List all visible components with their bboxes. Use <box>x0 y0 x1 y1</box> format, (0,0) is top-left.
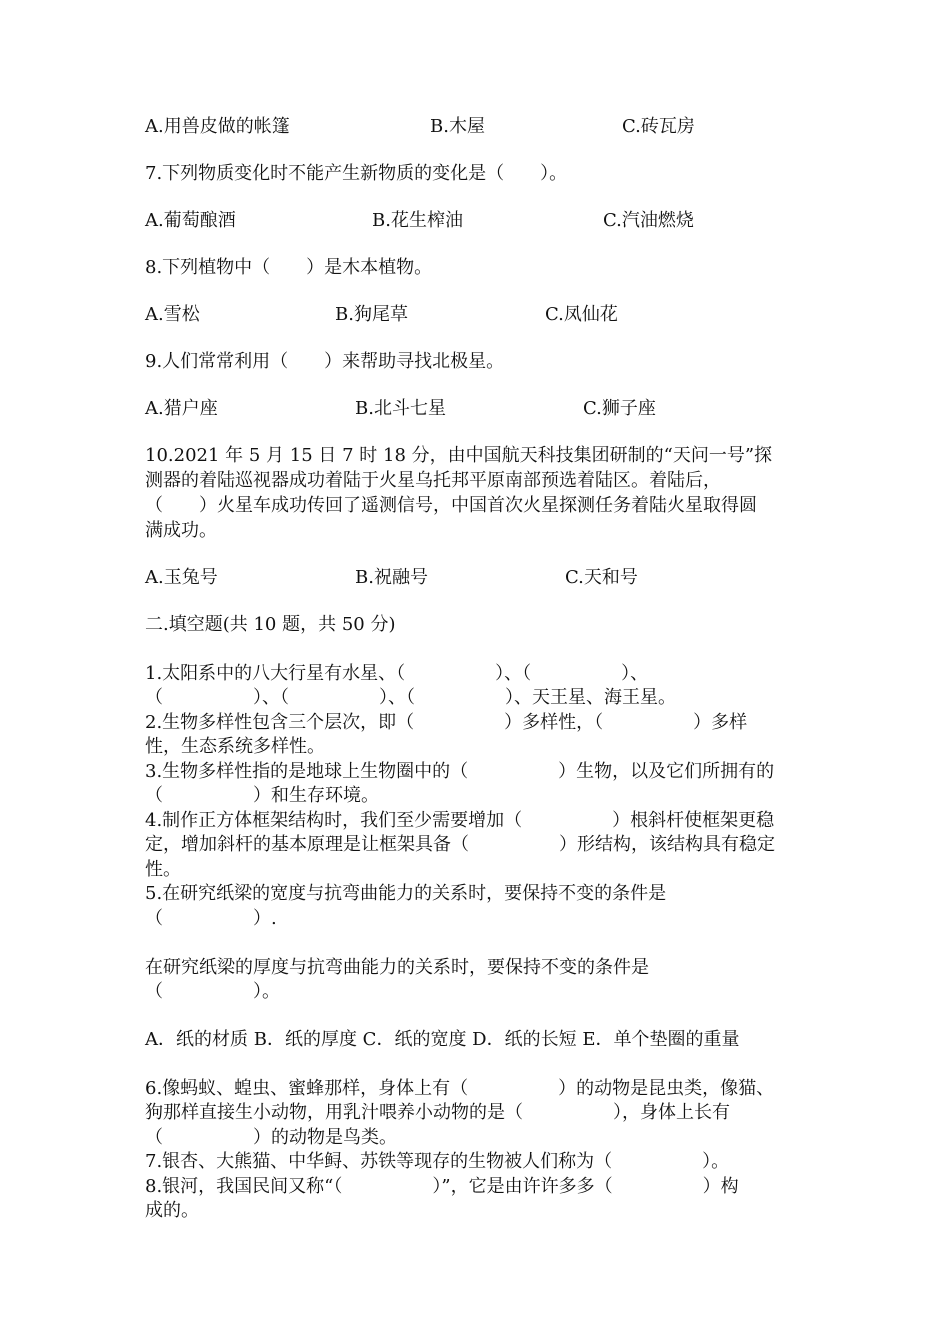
q9-option-a: A.猎户座 <box>145 398 218 419</box>
q8-option-b: B.狗尾草 <box>335 304 408 325</box>
q10-line-1: 10.2021 年 5 月 15 日 7 时 18 分，由中国航天科技集团研制的“天问一号”探 <box>145 445 773 466</box>
fill5-options: A．纸的材质 B．纸的厚度 C．纸的宽度 D．纸的长短 E．单个垫圈的重量 <box>145 1029 740 1050</box>
fill1-line-1: 1.太阳系中的八大行星有水星、（ ）、（ ）、 <box>145 663 649 684</box>
fill6-line-1: 6.像蚂蚁、蝗虫、蜜蜂那样，身体上有（ ）的动物是昆虫类，像猫、 <box>145 1078 775 1099</box>
q7-option-b: B.花生榨油 <box>372 210 463 231</box>
fill5b-line-2: （ ）。 <box>145 981 280 1002</box>
fill4-line-2: 定，增加斜杆的基本原理是让框架具备（ ）形结构，该结构具有稳定 <box>145 834 775 855</box>
q10-option-c: C.天和号 <box>565 567 638 588</box>
q9-option-c: C.狮子座 <box>583 398 656 419</box>
fill6-line-2: 狗那样直接生小动物，用乳汁喂养小动物的是（ ），身体上长有 <box>145 1102 730 1123</box>
fill3-line-1: 3.生物多样性指的是地球上生物圈中的（ ）生物，以及它们所拥有的 <box>145 761 775 782</box>
q10-line-2: 测器的着陆巡视器成功着陆于火星乌托邦平原南部预选着陆区。着陆后， <box>145 470 721 491</box>
fill2-line-2: 性，生态系统多样性。 <box>145 736 325 757</box>
q10-line-4: 满成功。 <box>145 520 217 541</box>
q7-option-a: A.葡萄酿酒 <box>145 210 236 231</box>
fill4-line-3: 性。 <box>145 859 181 880</box>
q8-option-a: A.雪松 <box>145 304 200 325</box>
fill8-line-2: 成的。 <box>145 1200 199 1221</box>
fill1-line-2: （ ）、（ ）、（ ）、天王星、海王星。 <box>145 687 676 708</box>
fill5-line-2: （ ）. <box>145 908 277 929</box>
q10-line-3: （ ）火星车成功传回了遥测信号，中国首次火星探测任务着陆火星取得圆 <box>145 495 757 516</box>
section-title: 二.填空题(共 10 题，共 50 分) <box>145 614 396 635</box>
fill7-line-1: 7.银杏、大熊猫、中华鲟、苏铁等现存的生物被人们称为（ ）。 <box>145 1151 730 1172</box>
fill5-line-1: 5.在研究纸梁的宽度与抗弯曲能力的关系时，要保持不变的条件是 <box>145 883 667 904</box>
q6-option-a: A.用兽皮做的帐篷 <box>145 116 290 137</box>
fill3-line-2: （ ）和生存环境。 <box>145 785 379 806</box>
q10-option-b: B.祝融号 <box>355 567 428 588</box>
fill2-line-1: 2.生物多样性包含三个层次，即（ ）多样性，（ ）多样 <box>145 712 748 733</box>
q8-question: 8.下列植物中（ ）是木本植物。 <box>145 257 433 278</box>
q10-option-a: A.玉兔号 <box>145 567 218 588</box>
fill5b-line-1: 在研究纸梁的厚度与抗弯曲能力的关系时，要保持不变的条件是 <box>145 957 649 978</box>
q7-option-c: C.汽油燃烧 <box>603 210 694 231</box>
fill4-line-1: 4.制作正方体框架结构时，我们至少需要增加（ ）根斜杆使框架更稳 <box>145 810 775 831</box>
q9-question: 9.人们常常利用（ ）来帮助寻找北极星。 <box>145 351 505 372</box>
q6-option-b: B.木屋 <box>430 116 485 137</box>
fill6-line-3: （ ）的动物是鸟类。 <box>145 1127 397 1148</box>
q9-option-b: B.北斗七星 <box>355 398 446 419</box>
q6-option-c: C.砖瓦房 <box>622 116 695 137</box>
fill8-line-1: 8.银河，我国民间又称“（ ）”，它是由许许多多（ ）构 <box>145 1176 739 1197</box>
q7-question: 7.下列物质变化时不能产生新物质的变化是（ ）。 <box>145 163 568 184</box>
q8-option-c: C.凤仙花 <box>545 304 618 325</box>
